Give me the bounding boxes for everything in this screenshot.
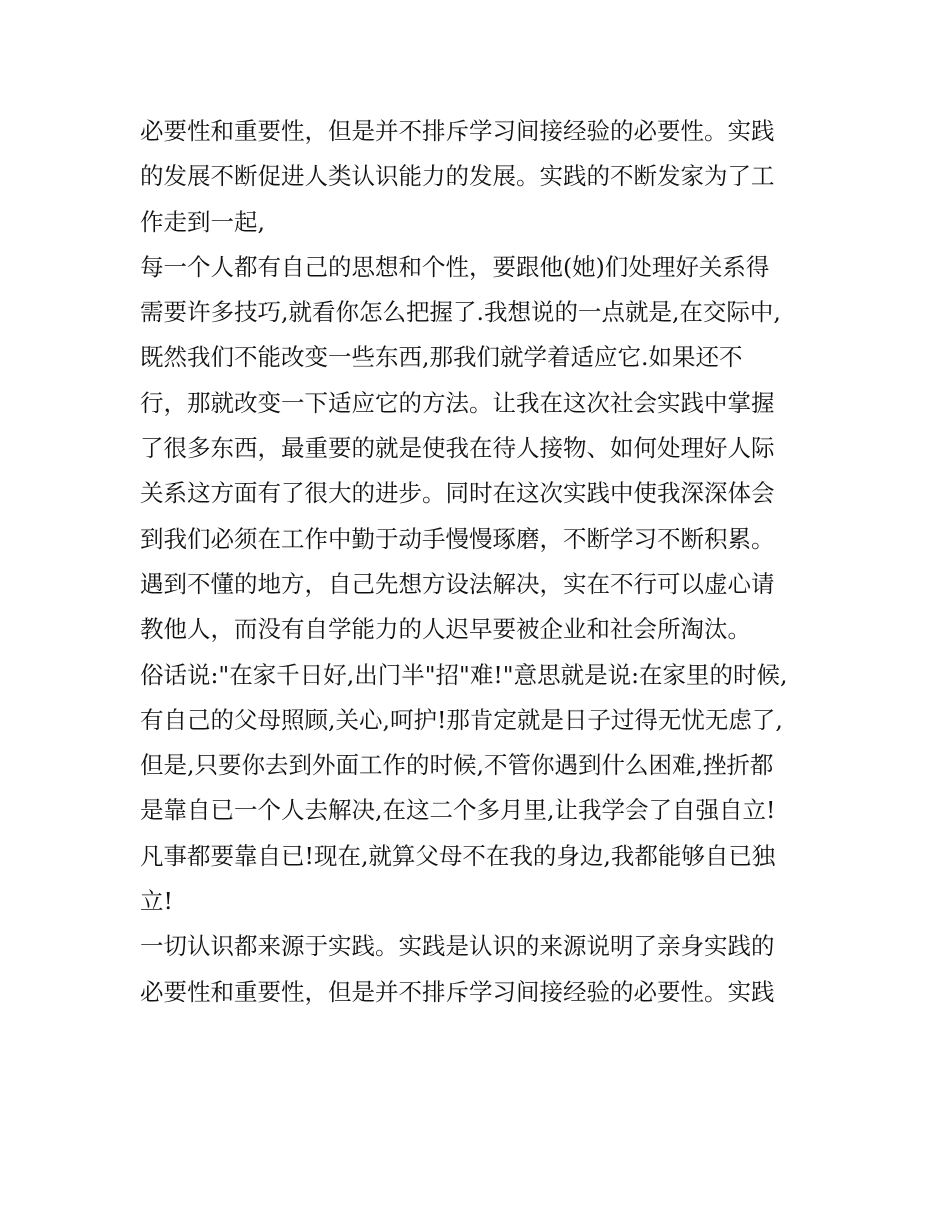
text-line: 到我们必须在工作中勤于动手慢慢琢磨，不断学习不断积累。 [140,524,775,553]
text-line: 凡事都要靠自已!现在,就算父母不在我的身边,我都能够自已独 [140,841,776,870]
text-line: 必要性和重要性，但是并不排斥学习间接经验的必要性。实践 [140,977,775,1006]
text-line: 但是,只要你去到外面工作的时候,不管你遇到什么困难,挫折都 [140,751,774,780]
text-line: 一切认识都来源于实践。实践是认识的来源说明了亲身实践的 [140,932,775,961]
text-line: 必要性和重要性，但是并不排斥学习间接经验的必要性。实践 [140,117,775,145]
body-text [140,109,830,1015]
text-line: 既然我们不能改变一些东西,那我们就学着适应它.如果还不 [140,343,743,372]
text-line: 了很多东西，最重要的就是使我在待人接物、如何处理好人际 [140,434,775,463]
text-line: 有自己的父母照顾,关心,呵护!那肯定就是日子过得无忧无虑了, [140,705,783,734]
text-line: 作走到一起, [140,207,265,236]
text-line: 教他人，而没有自学能力的人迟早要被企业和社会所淘汰。 [140,615,751,644]
text-line: 遇到不懂的地方，自己先想方设法解决，实在不行可以虚心请 [140,569,775,598]
text-line: 的发展不断促进人类认识能力的发展。实践的不断发家为了工 [140,162,775,191]
text-line: 行，那就改变一下适应它的方法。让我在这次社会实践中掌握 [140,388,775,417]
text-line: 需要许多技巧,就看你怎么把握了.我想说的一点就是,在交际中, [140,298,781,327]
text-line: 俗话说:"在家千日好,出门半"招"难!"意思就是说:在家里的时候, [140,660,788,689]
text-line: 立! [140,887,173,916]
text-line: 是靠自已一个人去解决,在这二个多月里,让我学会了自强自立! [140,796,776,825]
text-line: 每一个人都有自己的思想和个性，要跟他(她)们处理好关系得 [140,252,770,281]
text-line: 关系这方面有了很大的进步。同时在这次实践中使我深深体会 [140,479,775,508]
